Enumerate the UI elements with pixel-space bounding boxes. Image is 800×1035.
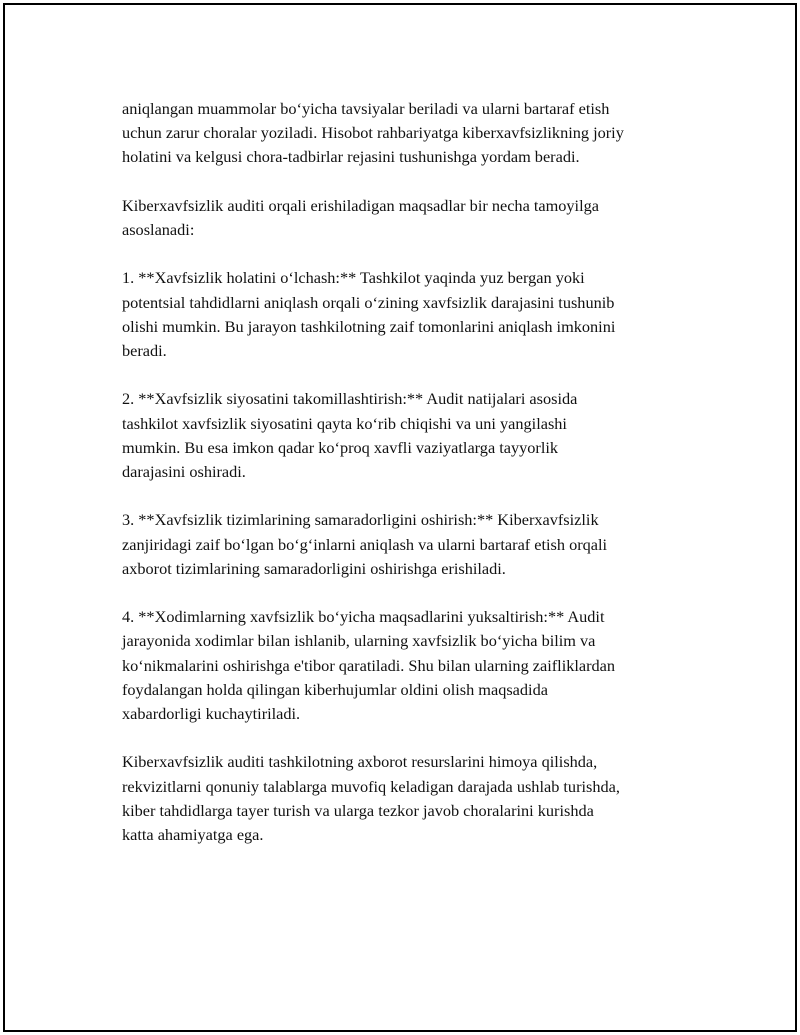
text-line: tashkilot xavfsizlik siyosatini qayta ko‘rib chiqishi va uni yangilashi (122, 413, 567, 433)
text-line: foydalangan holda qilingan kiberhujumlar oldini olish maqsadida (122, 679, 548, 699)
paragraph-goal-1 (122, 266, 702, 363)
text-line: rekvizitlarni qonuniy talablarga muvofiq keladigan darajada ushlab turishda, (122, 776, 620, 796)
text-line: darajasini oshiradi. (122, 462, 246, 481)
text-line: kiber tahdidlarga tayer turish va ularga tezkor javob choralarini kurishda (122, 800, 594, 820)
text-line: xabardorligi kuchaytiriladi. (122, 704, 301, 723)
paragraph-goal-2 (122, 387, 702, 484)
text-line: 2. **Xavfsizlik siyosatini takomillashtirish:** Audit natijalari asosida (122, 389, 578, 409)
paragraph-audit-goals-intro (122, 194, 702, 242)
text-line: Kiberxavfsizlik auditi tashkilotning axborot resurslarini himoya qilishda, (122, 752, 598, 772)
text-line: jarayonida xodimlar bilan ishlanib, ularning xavfsizlik bo‘yicha bilim va (122, 631, 596, 651)
text-line: ko‘nikmalarini oshirishga e'tibor qaratiladi. Shu bilan ularning zaifliklardan (122, 655, 616, 675)
text-line: potentsial tahdidlarni aniqlash orqali o‘zining xavfsizlik darajasini tushunib (122, 292, 615, 312)
paragraph-intro-recommendations (122, 97, 702, 170)
text-line: holatini va kelgusi chora-tadbirlar rejasini tushunishga yordam beradi. (122, 147, 580, 167)
page-frame (3, 3, 797, 1032)
text-line: olishi mumkin. Bu jarayon tashkilotning zaif tomonlarini aniqlash imkonini (122, 316, 616, 336)
text-line: 1. **Xavfsizlik holatini o‘lchash:** Tashkilot yaqinda yuz bergan yoki (122, 268, 585, 288)
text-line: 3. **Xavfsizlik tizimlarining samaradorligini oshirish:** Kiberxavfsizlik (122, 510, 599, 530)
text-line: mumkin. Bu esa imkon qadar ko‘proq xavfli vaziyatlarga tayyorlik (122, 437, 559, 457)
paragraph-goal-3 (122, 508, 702, 581)
text-line: zanjiridagi zaif bo‘lgan bo‘g‘inlarni aniqlash va ularni bartaraf etish orqali (122, 534, 608, 554)
text-line: aniqlangan muammolar bo‘yicha tavsiyalar beriladi va ularni bartaraf etish (122, 99, 610, 118)
text-line: asoslanadi: (122, 220, 195, 239)
text-line: axborot tizimlarining samaradorligini oshirishga erishiladi. (122, 558, 506, 578)
text-line: Kiberxavfsizlik auditi orqali erishiladigan maqsadlar bir necha tamoyilga (122, 195, 599, 215)
text-line: 4. **Xodimlarning xavfsizlik bo‘yicha maqsadlarini yuksaltirish:** Audit (122, 607, 605, 627)
document-body (122, 97, 702, 871)
text-line: beradi. (122, 341, 167, 360)
text-line: uchun zarur choralar yoziladi. Hisobot rahbariyatga kiberxavfsizlikning joriy (122, 123, 624, 143)
text-line: katta ahamiyatga ega. (122, 825, 264, 844)
paragraph-goal-4 (122, 605, 702, 726)
paragraph-conclusion (122, 750, 702, 847)
